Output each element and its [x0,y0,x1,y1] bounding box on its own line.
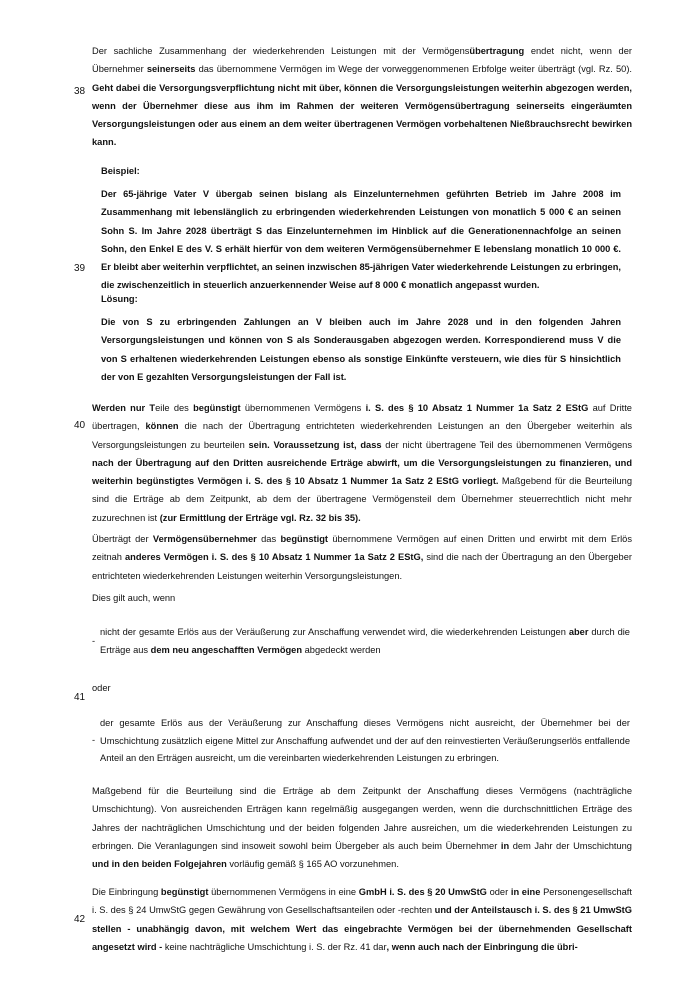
solution-text [101,313,621,386]
bold-text: in [500,840,510,851]
text: übernommene Vermögen auf einen Dritten und erwirbt mit dem Erlös zeitnah [92,534,632,563]
conjunction-oder: oder [92,683,111,693]
text: übernommenen Vermögens [240,403,366,413]
paragraph-41 [92,530,632,585]
text: oder [486,887,511,897]
bullet-text: der gesamte Erlös aus der Veräußerung zur Anschaffung dieses Vermögens nicht ausreicht, der Übernehmer bei der Umschichtung zusätzlich eigene Mittel zur Anschaffung aufwendet und der auf den reinvestierten Veräußerungserlös entfallende Anteil an den Erträgen ausreicht, um die vereinbarten wiederkehrenden Leistungen zu erbringen. [100,718,630,763]
margin-number-41: 41 [74,692,86,703]
bold-text: übertragung [469,46,525,56]
bullet-dash: - [92,735,96,745]
example-text [101,185,621,295]
text: übernommenen Vermögens in eine [208,887,359,897]
bold-text: (zur Ermittlung der Erträge vgl. Rz. 32 bis 35). [159,512,361,523]
bold-text: anderes Vermögen i. S. des § 10 Absatz 1 Nummer 1a Satz 2 EStG, [125,552,424,563]
text: Personengesellschaft i. S. des § 24 UmwStG gegen Gewährung von Gesellschaftsanteilen oder -rechten [92,887,632,916]
margin-number-39: 39 [74,263,86,274]
bullet-item-1 [92,624,632,660]
bold-text: Lösung: [101,294,138,304]
text: auf Dritte übertragen, [92,403,632,432]
bold-text: seinerseits [146,64,196,75]
paragraph-42 [92,883,632,956]
bold-text: Werden nur T [92,403,156,413]
text: die nach der Übertragung entrichteten wiederkehrenden Leistungen an den Übergeber weiterhin als Versorgungsleistungen zu beurteilen [92,421,632,450]
bold-text: begünstigt [160,887,209,897]
example-label [101,162,621,180]
text: Der sachliche Zusammenhang der wiederkehrenden Leistungen mit der Vermögens [92,46,470,56]
bold-text: aber [568,627,589,637]
margin-number-38: 38 [74,86,86,97]
bold-text: Der 65-jährige Vater V übergab seinen bislang als Einzelunternehmen geführten Betrieb im Jahre 2008 im Zusammenhang mit lebenslänglich zu erbringenden wiederkehrenden Leistungen von monatlich 5 000 € an seinen Sohn S. Im Jahre 2028 überträgt S das Einzelunternehmen im Hinblick auf die Generationennachfolge an seinen Sohn, den Enkel E des V. S erhält hierfür von dem weiteren Vermögensübernehmer E lebenslang monatlich 10 000 €. Er bleibt aber weiterhin verpflichtet, an seinen inzwischen 85-jährigen Vater wiederkehrende Leistungen zu erbringen, die zwischenzeitlich in steuerlich anzuerkennender Weise auf 8 000 € monatlich angepasst wurden. [101,189,621,291]
text: Maßgebend für die Beurteilung sind die Erträge ab dem Zeitpunkt der Anschaffung dieses Vermögens (nachträgliche Umschichtung). Von ausreichenden Erträgen kann regelmäßig ausgegangen werden, wenn die durchschnittlichen Erträge des Jahres der nachträglichen Umschichtung und der beiden folgenden Jahre ausreichen, um die wiederkehrenden Leistungen zu erbringen. Die Veranlagungen sind insoweit sowohl beim Übergeber als auch beim Übernehmer [92,786,632,851]
bold-text: können [145,421,179,432]
text: dem Jahr der Umschichtung [509,840,632,851]
paragraph-38 [92,42,632,152]
bold-text: , wenn auch nach der Einbringung die übri- [386,941,578,952]
text: eile des [155,403,194,413]
bold-text: GmbH i. S. des § 20 UmwStG [358,887,487,897]
bold-text: Vermögensübernehmer [152,534,257,544]
text: Überträgt der [92,534,153,544]
margin-number-42: 42 [74,914,86,925]
text: abgedeckt werden [302,644,381,655]
bullet-text [100,624,630,659]
bold-text: begünstigt [280,534,328,544]
bold-text: Die von S zu erbringenden Zahlungen an V bleiben auch im Jahre 2028 und in den folgenden Jahren Versorgungsleistungen und können von S als Sonderausgaben abgezogen werden. Korrespondierend muss V die von S erhaltenen wiederkehrenden Leistungen ebenso als sonstige Einkünfte versteuern, wie dies für S hinsichtlich der von E gezahlten Versorgungsleistungen der Fall ist. [101,317,621,382]
bold-text: in eine [510,887,541,897]
text: sind die nach der Übertragung an den Übergeber entrichteten wiederkehrenden Leistungen weiterhin Versorgungsleistungen. [92,552,632,581]
bold-text: Beispiel: [101,166,140,176]
text: der nicht übertragene Teil des übernommenen Vermögens [381,439,632,450]
text: durch die Erträge aus [100,627,630,655]
solution-label [101,290,621,308]
bold-text: sein. Voraussetzung ist, dass [248,439,382,450]
text: keine nachträgliche Umschichtung i. S. der Rz. 41 dar [162,941,387,952]
paragraph-41-conclusion [92,782,632,873]
text: das [256,534,281,544]
text: Die Einbringung [92,887,161,897]
bold-text: begünstigt [193,403,241,413]
bold-text: Geht dabei die Versorgungsverpflichtung nicht mit über, können die Versorgungsleistungen weiterhin abgezogen werden, wenn der Übernehmer diese aus ihm im Rahmen der weiteren Vermögensübertragung seinerseits eingeräumten Versorgungsleistungen oder aus einem an dem weiter übertragenen Vermögen vorbehaltenen Nießbrauchsrecht bewirken kann. [92,82,632,148]
bold-text: nach der Übertragung auf den Dritten ausreichende Erträge abwirft, um die Versorgungsleistungen zu finanzieren, und weiterhin begünstigtes Vermögen i. S. des § 10 Absatz 1 Nummer 1a Satz 2 EStG vorliegt. [92,457,632,487]
text: vorläufig gemäß § 165 AO vorzunehmen. [226,859,399,870]
text: das übernommene Vermögen im Wege der vorweggenommenen Erbfolge weiter überträgt (vgl. Rz. 50). [195,64,632,75]
bold-text: i. S. des § 10 Absatz 1 Nummer 1a Satz 2 EStG [365,403,589,413]
text: nicht der gesamte Erlös aus der Veräußerung zur Anschaffung verwendet wird, die wiederkehrenden Leistungen [100,627,569,637]
paragraph-40 [92,399,632,527]
text: Maßgebend für die Beurteilung sind die Erträge ab dem Zeitpunkt, ab dem der übertragene Vermögensteil dem Übernehmer steuerrechtlich nicht mehr zuzurechnen ist [92,476,632,523]
bold-text: und der Anteilstausch i. S. des § 21 UmwStG stellen - unabhängig davon, mit welchem Wert das eingebrachte Vermögen bei der übernehmenden Gesellschaft angesetzt wird - [92,905,632,952]
margin-number-40: 40 [74,420,86,431]
bold-text: und in den beiden Folgejahren [92,859,227,870]
bullet-dash: - [92,636,96,646]
text: endet nicht, wenn der Übernehmer [92,46,632,75]
bullet-item-2 [92,715,632,769]
paragraph-41-intro: Dies gilt auch, wenn [92,593,176,603]
bold-text: dem neu angeschafften Vermögen [150,644,303,655]
